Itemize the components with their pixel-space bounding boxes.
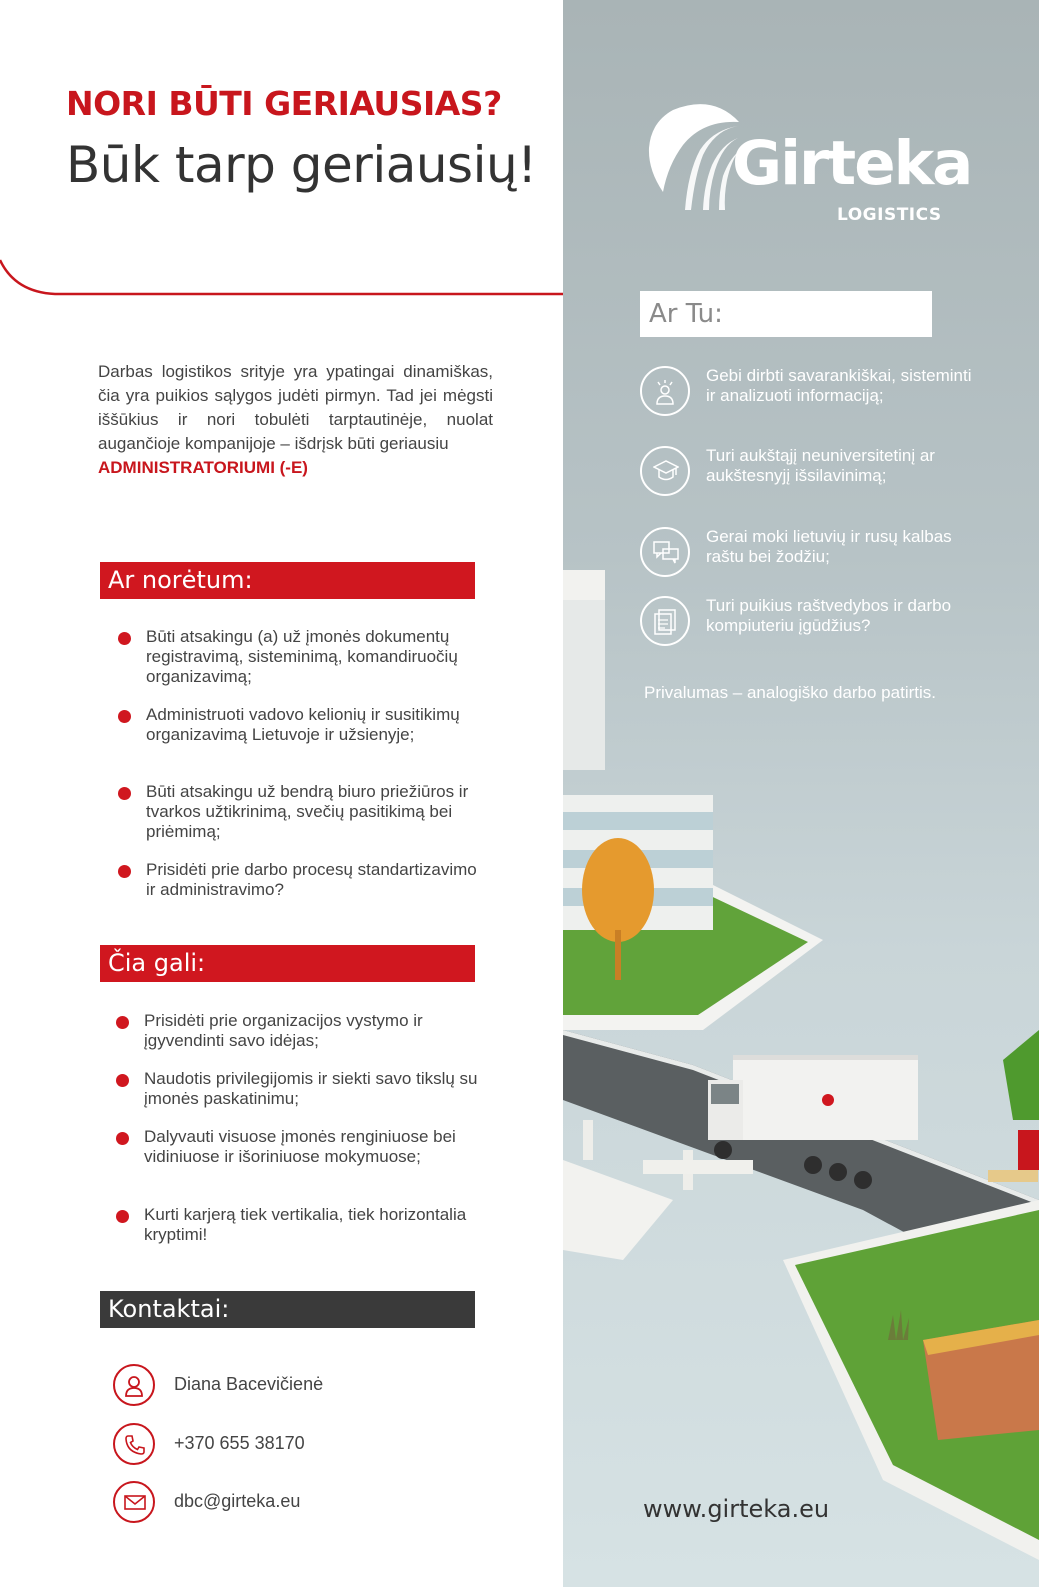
list-item: Administruoti vadovo kelionių ir susitikimų organizavimą Lietuvoje ir užsienyje;	[118, 705, 488, 782]
list-item: Būti atsakingu (a) už įmonės dokumentų registravimą, sisteminimą, komandiruočių organizavimą;	[118, 627, 488, 705]
requirements-title: Ar Tu:	[640, 291, 932, 337]
contact-name	[113, 1364, 493, 1408]
advantage-text: Privalumas – analogiško darbo patirtis.	[644, 683, 936, 702]
bullet-icon	[118, 710, 131, 723]
here-you-can-list	[116, 1011, 486, 1249]
position-title: ADMINISTRATORIUMI (-E)	[98, 458, 308, 477]
logistics-scene-illustration	[563, 560, 1039, 1587]
list-item: Prisidėti prie organizacijos vystymo ir įgyvendinti savo idėjas;	[116, 1011, 486, 1069]
requirement-item: Turi aukštąjį neuniversitetinį ar aukštesnyjį išsilavinimą;	[640, 446, 970, 501]
bullet-icon	[118, 632, 131, 645]
envelope-icon	[113, 1481, 155, 1523]
right-column	[563, 0, 1039, 1587]
person-icon	[113, 1364, 155, 1406]
bullet-icon	[116, 1074, 129, 1087]
would-you-list	[118, 627, 488, 904]
chat-bubbles-icon	[640, 527, 690, 577]
bullet-icon	[118, 865, 131, 878]
bullet-icon	[116, 1016, 129, 1029]
brand-name: Girteka	[732, 128, 972, 199]
list-item: Dalyvauti visuose įmonės renginiuose bei vidiniuose ir išoriniuose mokymuose;	[116, 1127, 486, 1205]
documents-icon	[640, 596, 690, 646]
section-title-contacts: Kontaktai:	[100, 1291, 475, 1328]
requirement-item: Turi puikius raštvedybos ir darbo kompiuteriu įgūdžius?	[640, 596, 970, 656]
list-item: Būti atsakingu už bendrą biuro priežiūros ir tvarkos užtikrinimą, svečių pasitikimą bei priėmimą;	[118, 782, 488, 860]
section-title-would-you: Ar norėtum:	[100, 562, 475, 599]
contact-email-text[interactable]: dbc@girteka.eu	[174, 1491, 301, 1511]
subheadline: Būk tarp geriausių!	[66, 136, 537, 194]
graduation-cap-icon	[640, 446, 690, 496]
list-item: Prisidėti prie darbo procesų standartizavimo ir administravimo?	[118, 860, 488, 904]
bullet-icon	[118, 787, 131, 800]
headline: NORI BŪTI GERIAUSIAS?	[66, 84, 502, 123]
girteka-logo-mark	[643, 100, 743, 215]
intro-text: Darbas logistikos srityje yra ypatingai dinamiškas, čia yra puikios sąlygos judėti pirmyn. Tad jei mėgsti iššūkius ir nori tobulėti tarptautinėje, nuolat augančioje kompanijoje – išdrįsk būti geriausiu	[98, 362, 493, 453]
bullet-icon	[116, 1210, 129, 1223]
intro-paragraph	[98, 360, 493, 480]
list-item: Kurti karjerą tiek vertikalia, tiek horizontalia kryptimi!	[116, 1205, 486, 1249]
list-item: Naudotis privilegijomis ir siekti savo tikslų su įmonės paskatinimu;	[116, 1069, 486, 1127]
contact-name-text: Diana Bacevičienė	[174, 1374, 324, 1394]
decorative-curve	[0, 240, 570, 300]
phone-icon	[113, 1423, 155, 1465]
bullet-icon	[116, 1132, 129, 1145]
contact-phone-text[interactable]: +370 655 38170	[174, 1433, 305, 1453]
contact-email[interactable]	[113, 1481, 493, 1525]
section-title-here-you-can: Čia gali:	[100, 945, 475, 982]
website-link[interactable]: www.girteka.eu	[643, 1495, 830, 1523]
brand-sub: LOGISTICS	[837, 205, 942, 225]
person-idea-icon	[640, 366, 690, 416]
requirement-item: Gebi dirbti savarankiškai, sisteminti ir analizuoti informaciją;	[640, 366, 970, 426]
contact-phone[interactable]	[113, 1423, 493, 1467]
requirement-item: Gerai moki lietuvių ir rusų kalbas raštu bei žodžiu;	[640, 527, 970, 582]
